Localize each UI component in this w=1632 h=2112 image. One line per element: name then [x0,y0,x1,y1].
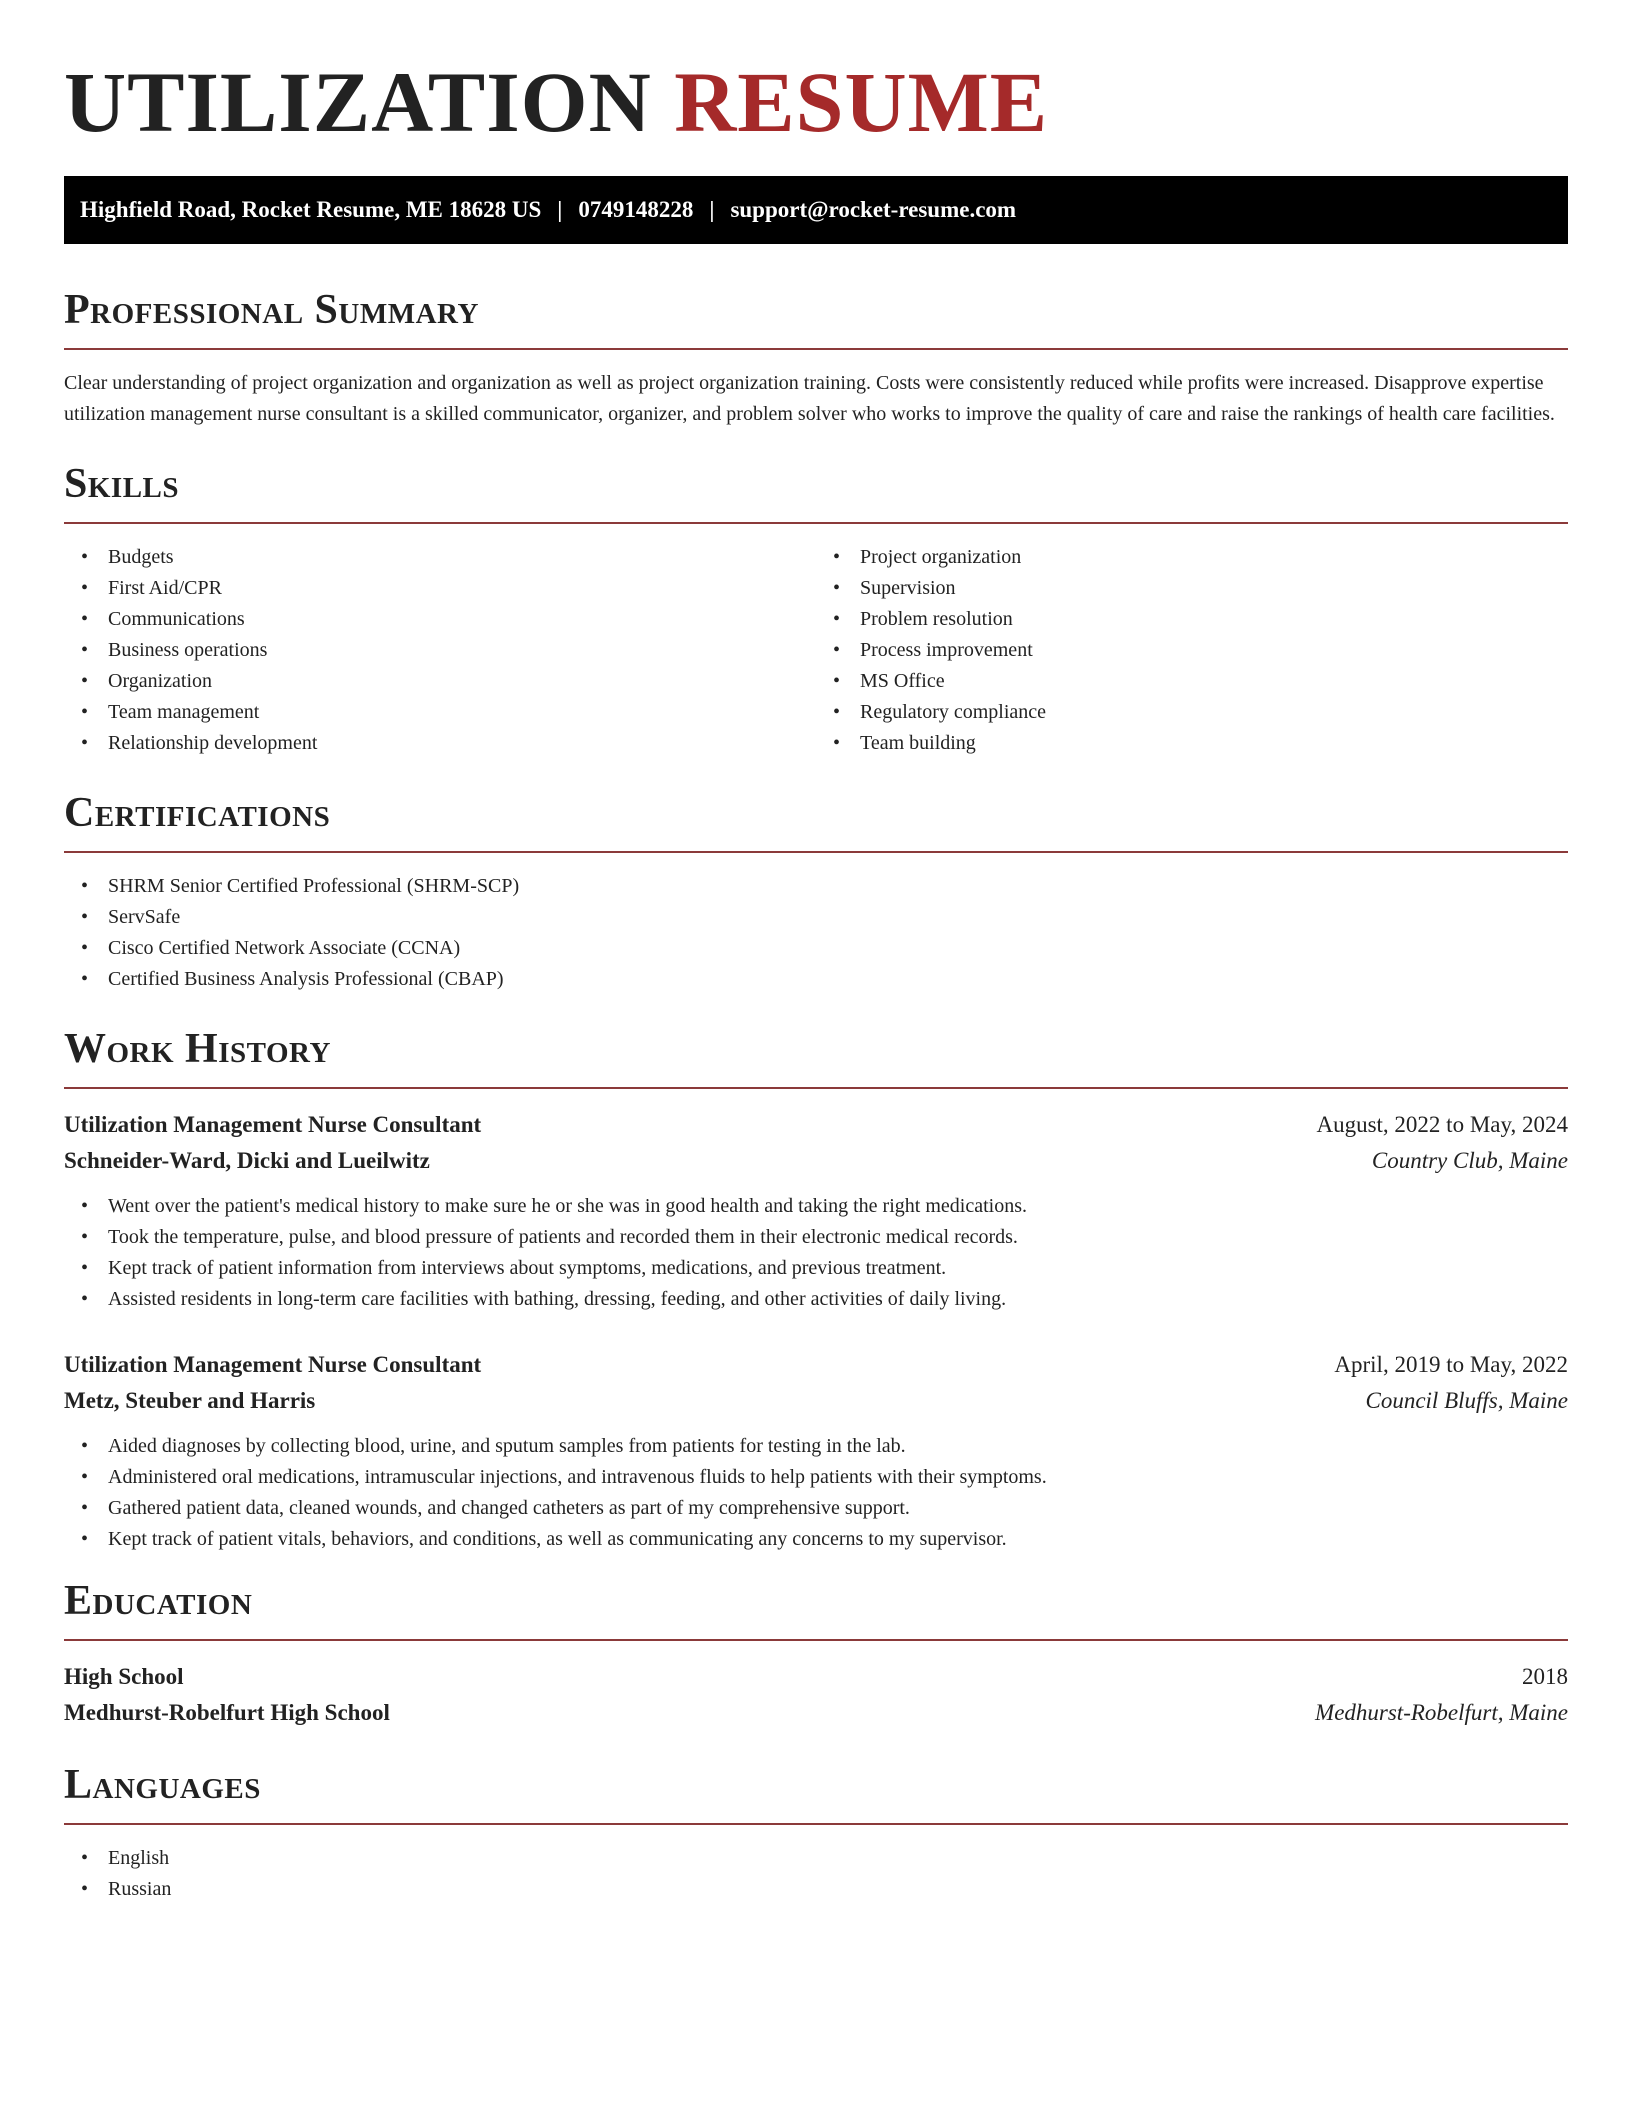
job-duty-item: • Went over the patient's medical history to make sure he or she was in good health and taking the right medications. [64,1191,1568,1222]
certification-item: • SHRM Senior Certified Professional (SHRM-SCP) [64,871,1568,902]
education-degree: High School [64,1664,184,1689]
name-last: RESUME [674,54,1049,150]
job-duties-list [64,1191,1568,1315]
certification-item: • Certified Business Analysis Professional (CBAP) [64,964,1568,995]
language-item: • Russian [64,1874,1568,1905]
contact-email: support@rocket-resume.com [730,197,1017,222]
skill-item: • Communications [64,604,816,635]
job-company-row [64,1383,1568,1419]
education-school-row [64,1695,1568,1731]
job-duty-item: • Took the temperature, pulse, and blood pressure of patients and recorded them in their electronic medical records. [64,1222,1568,1253]
summary-section [64,286,1568,430]
skill-item: • Problem resolution [816,604,1568,635]
education-school: Medhurst-Robelfurt High School [64,1700,390,1725]
languages-section [64,1761,1568,1905]
resume-name [64,52,1568,152]
skill-item: • MS Office [816,666,1568,697]
section-divider [64,1639,1568,1641]
skill-item: • Team management [64,697,816,728]
job-dates: August, 2022 to May, 2024 [1316,1112,1568,1137]
job-title: Utilization Management Nurse Consultant [64,1352,482,1377]
section-divider [64,851,1568,853]
job-entry [64,1347,1568,1555]
job-duty-item: • Kept track of patient information from interviews about symptoms, medications, and previous treatment. [64,1253,1568,1284]
contact-phone: 0749148228 [578,197,694,222]
job-duty-item: • Administered oral medications, intramuscular injections, and intravenous fluids to help patients with their symptoms. [64,1462,1568,1493]
skills-list-right [816,542,1568,759]
skills-heading: Skills [64,461,180,507]
languages-heading: Languages [64,1762,261,1808]
summary-text: Clear understanding of project organization and organization as well as project organization training. Costs were consistently reduced while profits were increased. Disapprove expertise utilization management nurse consultant is a skilled communicator, organizer, and problem solver who works to improve the quality of care and raise the rankings of health care facilities. [64,372,1555,425]
education-year: 2018 [1522,1664,1568,1689]
work-history-section [64,1025,1568,1555]
contact-address: Highfield Road, Rocket Resume, ME 18628 US [80,197,542,222]
skills-list-left [64,542,816,759]
language-item: • English [64,1843,1568,1874]
job-entry [64,1107,1568,1315]
section-divider [64,1087,1568,1089]
job-company: Schneider-Ward, Dicki and Lueilwitz [64,1148,430,1173]
certifications-heading: Certifications [64,790,331,836]
skill-item: • Organization [64,666,816,697]
skill-item: • First Aid/CPR [64,573,816,604]
education-section [64,1577,1568,1731]
section-divider [64,1823,1568,1825]
skill-item: • Regulatory compliance [816,697,1568,728]
languages-list [64,1843,1568,1905]
name-first: UTILIZATION [64,54,652,150]
job-header-row [64,1107,1568,1143]
education-heading: Education [64,1578,253,1624]
job-duty-item: • Assisted residents in long-term care facilities with bathing, dressing, feeding, and other activities of daily living. [64,1284,1568,1315]
certifications-section [64,789,1568,995]
skill-item: • Relationship development [64,728,816,759]
job-duties-list [64,1431,1568,1555]
skill-item: • Business operations [64,635,816,666]
job-duty-item: • Aided diagnoses by collecting blood, urine, and sputum samples from patients for testing in the lab. [64,1431,1568,1462]
certifications-list [64,871,1568,995]
skill-item: • Project organization [816,542,1568,573]
section-divider [64,522,1568,524]
skills-grid [64,542,1568,759]
certification-item: • ServSafe [64,902,1568,933]
contact-separator: | [557,197,563,222]
job-company: Metz, Steuber and Harris [64,1388,316,1413]
education-location: Medhurst-Robelfurt, Maine [1315,1700,1568,1725]
work-history-heading: Work History [64,1026,331,1072]
contact-bar [64,176,1568,244]
skill-item: • Budgets [64,542,816,573]
skill-item: • Supervision [816,573,1568,604]
skill-item: • Team building [816,728,1568,759]
contact-separator: | [709,197,715,222]
job-dates: April, 2019 to May, 2022 [1334,1352,1568,1377]
certification-item: • Cisco Certified Network Associate (CCNA) [64,933,1568,964]
job-title: Utilization Management Nurse Consultant [64,1112,482,1137]
section-divider [64,348,1568,350]
job-duty-item: • Gathered patient data, cleaned wounds, and changed catheters as part of my comprehensive support. [64,1493,1568,1524]
job-company-row [64,1143,1568,1179]
skills-section [64,460,1568,759]
skill-item: • Process improvement [816,635,1568,666]
job-location: Council Bluffs, Maine [1365,1388,1568,1413]
job-location: Country Club, Maine [1371,1148,1568,1173]
education-header-row [64,1659,1568,1695]
job-header-row [64,1347,1568,1383]
job-duty-item: • Kept track of patient vitals, behaviors, and conditions, as well as communicating any concerns to my supervisor. [64,1524,1568,1555]
summary-heading: Professional Summary [64,287,479,333]
